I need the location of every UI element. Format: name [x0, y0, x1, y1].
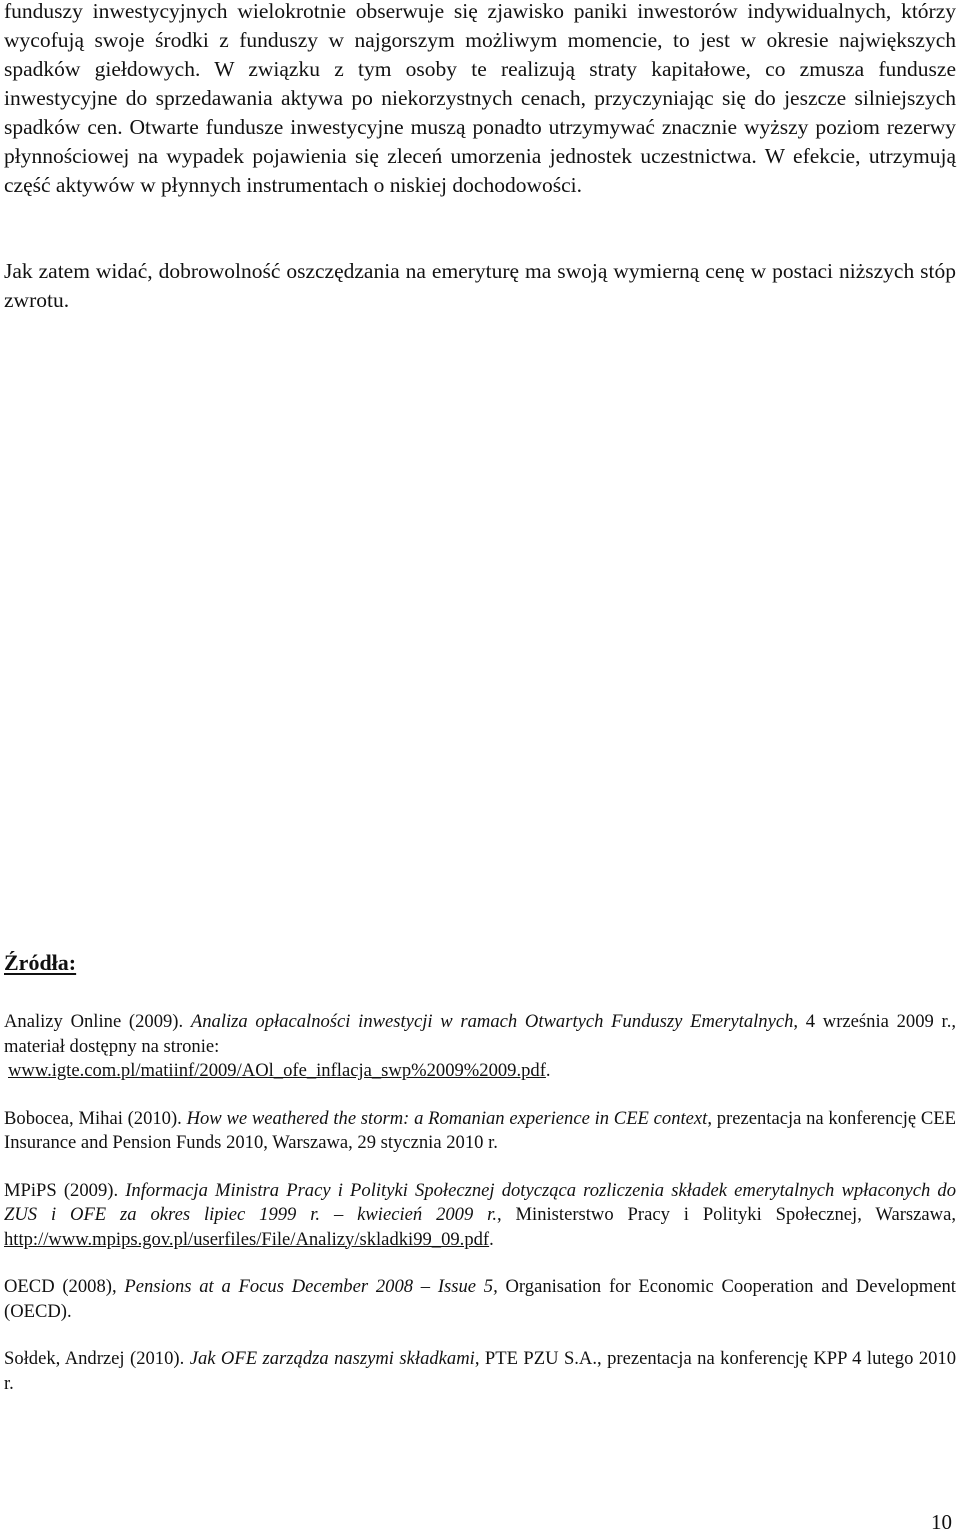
reference-author: Sołdek, Andrzej (2010).	[4, 1348, 190, 1369]
reference-details: Organisation for Economic Cooperation and Development (OECD).	[4, 1276, 956, 1322]
reference-author: OECD (2008),	[4, 1276, 125, 1297]
reference-link-igte[interactable]: www.igte.com.pl/matiinf/2009/AOl_ofe_inflacja_swp%2009%2009.pdf	[8, 1060, 546, 1081]
reference-title: Pensions at a Focus December 2008 – Issue 5,	[124, 1276, 498, 1297]
page-number: 10	[931, 1510, 952, 1534]
reference-item-mpips	[4, 1179, 956, 1253]
reference-author: Bobocea, Mihai (2010).	[4, 1107, 187, 1129]
body-paragraph-2: Jak zatem widać, dobrowolność oszczędzania na emeryturę ma swoją wymierną cenę w postaci niższych stóp zwrotu.	[4, 259, 956, 312]
references-list	[4, 1010, 956, 1419]
reference-title: Informacja Ministra Pracy i Polityki Społecznej dotycząca rozliczenia składek emerytalnych wpłaconych do ZUS i OFE za okres lipiec 1999 r. – kwiecień 2009 r.	[4, 1179, 956, 1225]
sources-heading: Źródła:	[4, 950, 77, 975]
reference-author: MPiPS (2009).	[4, 1179, 126, 1201]
reference-item-analizy-online	[4, 1010, 956, 1084]
reference-details: , PTE PZU S.A., prezentacja na konferencję KPP 4 lutego 2010 r.	[4, 1348, 957, 1394]
reference-tail: .	[545, 1060, 551, 1081]
reference-title: Jak OFE zarządza naszymi składkami	[189, 1348, 475, 1369]
reference-item-oecd	[4, 1275, 956, 1324]
reference-details: , 4 września 2009 r., materiał dostępny na stronie:	[4, 1011, 956, 1057]
reference-item-bobocea	[4, 1107, 956, 1156]
reference-link-mpips[interactable]: http://www.mpips.gov.pl/userfiles/File/Analizy/skladki99_09.pdf	[4, 1228, 490, 1250]
reference-title: How we weathered the storm: a Romanian experience in CEE context	[186, 1107, 708, 1129]
reference-tail: .	[489, 1228, 494, 1250]
body-paragraph-1: funduszy inwestycyjnych wielokrotnie obserwuje się zjawisko paniki inwestorów indywidualnych, którzy wycofują swoje środki z funduszy w najgorszym możliwym momencie, to jest w okresie największych spadków giełdowych. W związku z tym osoby te realizują straty kapitałowe, co zmusza fundusze inwestycyjne do sprzedawania aktywa po niekorzystnych cenach, przyczyniając się do jeszcze silniejszych spadków cen. Otwarte fundusze inwestycyjne muszą ponadto utrzymywać znacznie wyższy poziom rezerwy płynnościowej na wypadek pojawienia się zleceń umorzenia jednostek uczestnictwa. W efekcie, utrzymują część aktywów w płynnych instrumentach o niskiej dochodowości.	[4, 0, 956, 197]
reference-author: Analizy Online (2009).	[4, 1011, 191, 1032]
reference-details: , prezentacja na konferencję CEE Insurance and Pension Funds 2010, Warszawa, 29 stycznia 2010 r.	[4, 1107, 957, 1153]
reference-title: Analiza opłacalności inwestycji w ramach Otwartych Funduszy Emerytalnych	[190, 1011, 794, 1032]
document-page	[4, 0, 956, 1537]
reference-details: , Ministerstwo Pracy i Polityki Społecznej, Warszawa,	[496, 1204, 956, 1225]
reference-item-soldek	[4, 1347, 956, 1396]
